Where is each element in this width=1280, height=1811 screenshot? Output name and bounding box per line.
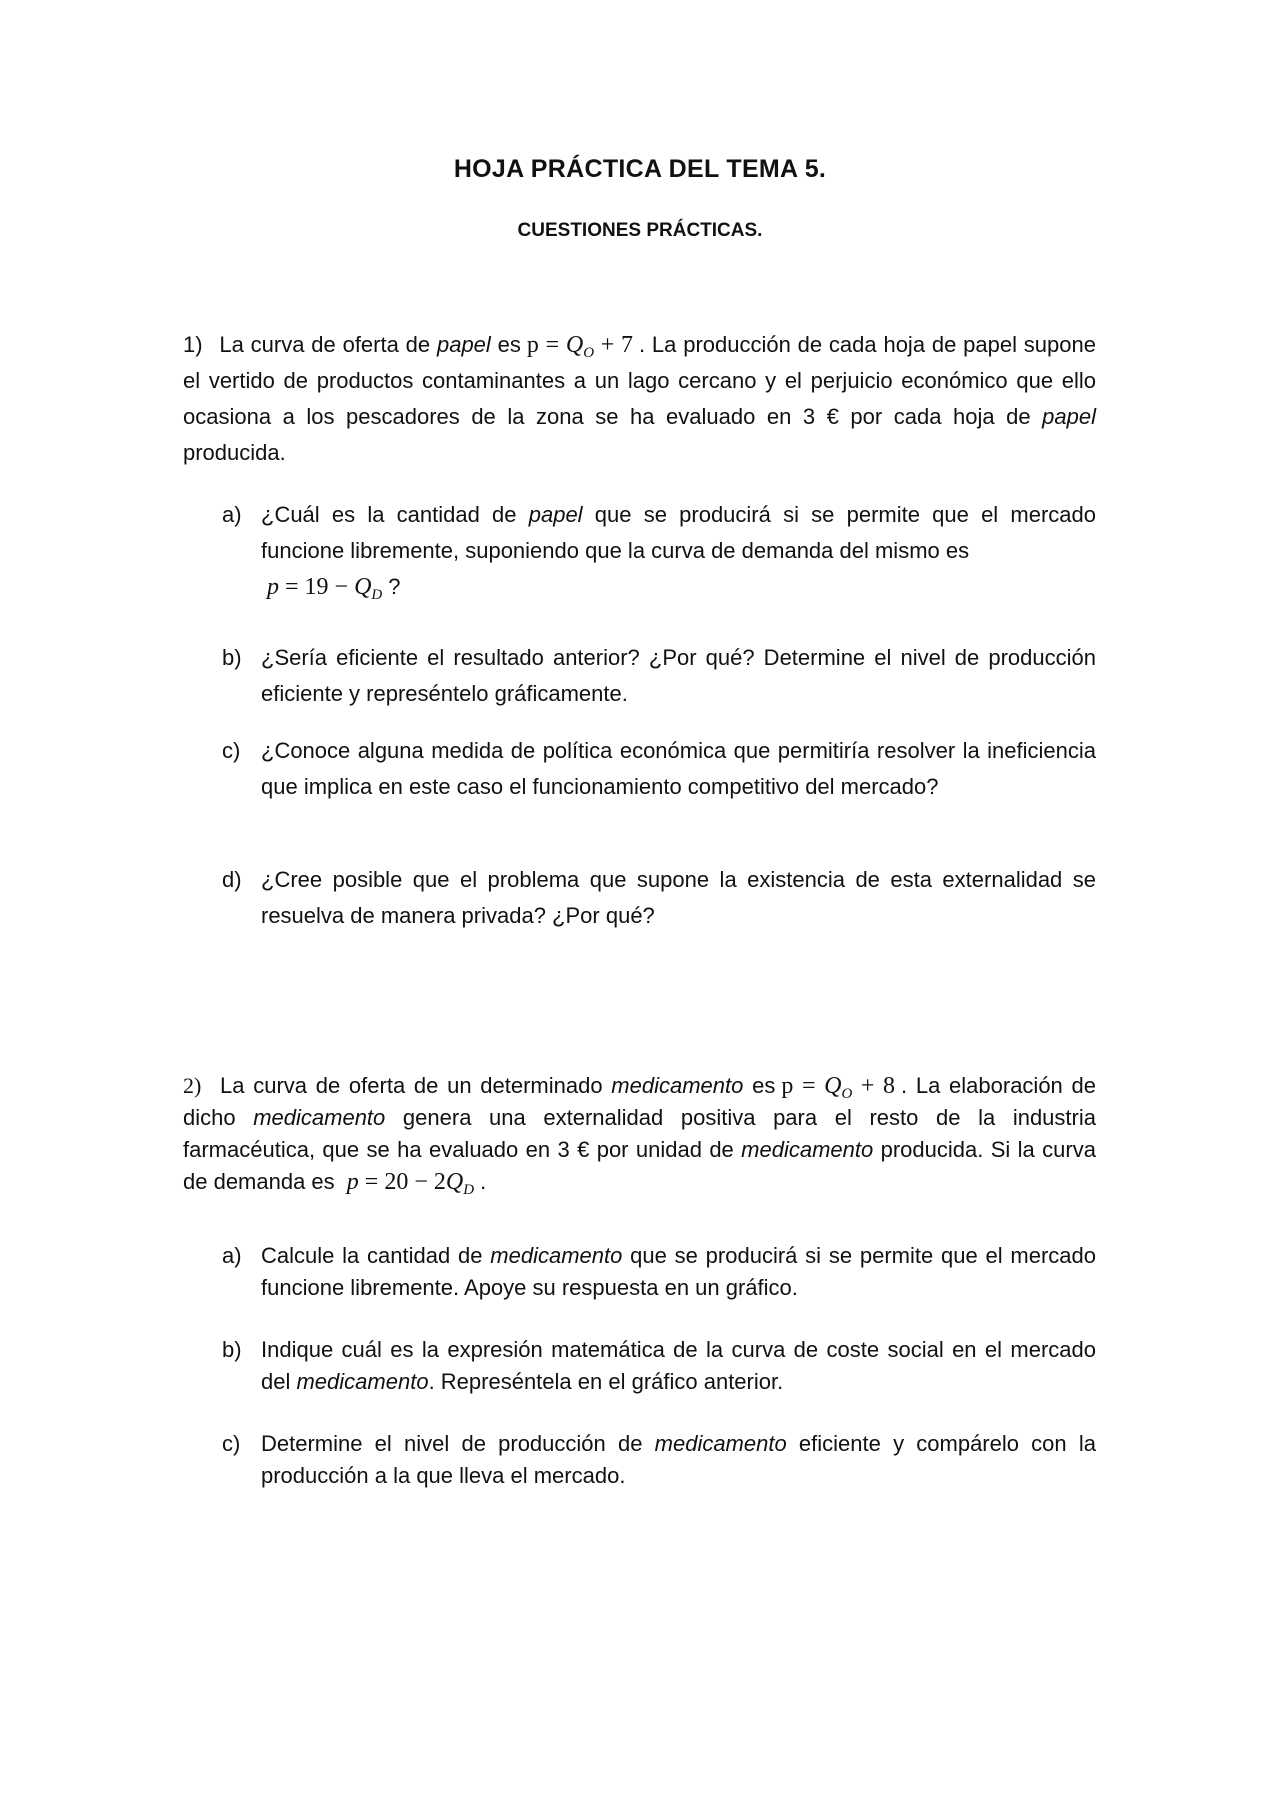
question-2-text-5: producida. Si la curva de demanda es xyxy=(183,1137,1096,1194)
question-2-medicamento-2: medicamento xyxy=(253,1105,386,1130)
eq2-q: Q xyxy=(824,1073,842,1099)
item2-label-a: a) xyxy=(222,1243,242,1268)
item-label-b: b) xyxy=(222,645,242,670)
question-2-item-c xyxy=(222,1428,1096,1492)
item-label-c: c) xyxy=(222,738,241,763)
eq-equals: = xyxy=(538,332,566,358)
eq-sub-o: O xyxy=(583,345,595,361)
item-label-a: a) xyxy=(222,502,242,527)
item-c-text: ¿Conoce alguna medida de política económica que permitiría resolver la ineficiencia que implica en este caso el funcionamiento competitivo del mercado? xyxy=(261,738,1096,799)
eq2-tail: + 8 xyxy=(852,1073,896,1099)
deq2-mid: = 20 − 2 xyxy=(358,1169,446,1195)
item2-a-text-1: Calcule la cantidad de xyxy=(261,1243,483,1268)
demand-equation-1 xyxy=(267,574,383,603)
item2-b-text-1: Indique cuál es la expresión matemática de la curva de coste social en el mercado del xyxy=(261,1337,1096,1394)
question-1-text-1: La curva de oferta de xyxy=(219,332,431,357)
question-2-medicamento: medicamento xyxy=(611,1073,744,1098)
question-2-item-a xyxy=(222,1240,1096,1304)
deq-p: p xyxy=(267,574,279,600)
question-2-medicamento-3: medicamento xyxy=(741,1137,874,1162)
item-a-text-3: ? xyxy=(388,574,401,599)
page-title: HOJA PRÁCTICA DEL TEMA 5. xyxy=(453,155,827,183)
question-1-papel: papel xyxy=(436,332,491,357)
item2-b-text-2: . Represéntela en el gráfico anterior. xyxy=(428,1369,784,1394)
item2-label-c: c) xyxy=(222,1431,241,1456)
question-2-text-4: genera una externalidad positiva para el resto de la industria farmacéutica, que se ha evaluado en 3 € por unidad de xyxy=(183,1105,1096,1162)
deq-mid: = 19 − xyxy=(279,574,355,600)
page-subtitle: CUESTIONES PRÁCTICAS. xyxy=(517,220,763,241)
item-b-text: ¿Sería eficiente el resultado anterior? ¿Por qué? Determine el nivel de producción eficiente y represéntelo gráficamente. xyxy=(261,645,1096,706)
deq2-q: Q xyxy=(445,1169,464,1195)
eq2-sub-o: O xyxy=(841,1086,853,1102)
question-1-text-2: es xyxy=(497,332,521,357)
question-1-item-b xyxy=(222,640,1096,712)
deq-q: Q xyxy=(354,574,372,600)
question-1 xyxy=(183,327,1096,471)
item2-c-text-1: Determine el nivel de producción de xyxy=(261,1431,643,1456)
item-label-d: d) xyxy=(222,867,242,892)
question-2 xyxy=(183,1070,1096,1198)
question-1-number: 1) xyxy=(183,332,203,357)
question-2-item-b xyxy=(222,1334,1096,1398)
eq-tail: + 7 xyxy=(594,332,633,358)
question-2-text-2: es xyxy=(752,1073,776,1098)
question-1-text-3: . La producción de cada hoja de papel supone el vertido de productos contaminantes a un lago cercano y el perjuicio económico que ello ocasiona a los pescadores de la zona se ha evaluado en 3 € por cada hoja de xyxy=(183,332,1096,429)
deq-sub-d: D xyxy=(371,587,383,603)
demand-equation-2 xyxy=(346,1169,475,1198)
question-1-item-d xyxy=(222,862,1096,934)
question-1-item-a xyxy=(222,497,1096,605)
question-2-text-1: La curva de oferta de un determinado xyxy=(220,1073,603,1098)
item-a-text-1: ¿Cuál es la cantidad de xyxy=(261,502,517,527)
item-a-papel: papel xyxy=(528,502,583,527)
deq2-sub-d: D xyxy=(463,1182,475,1198)
item-d-text: ¿Cree posible que el problema que supone la existencia de esta externalidad se resuelva de manera privada? ¿Por qué? xyxy=(261,867,1096,928)
question-1-text-4: producida. xyxy=(183,440,286,465)
question-1-item-c xyxy=(222,733,1096,805)
eq-p: p xyxy=(526,332,539,358)
item2-a-medicamento: medicamento xyxy=(490,1243,623,1268)
question-2-text-6: . xyxy=(480,1169,487,1194)
question-2-text-3: . La elaboración de dicho xyxy=(183,1073,1096,1130)
item2-c-medicamento: medicamento xyxy=(654,1431,787,1456)
eq2-equals: = xyxy=(793,1073,825,1099)
eq-q: Q xyxy=(565,332,584,358)
question-2-number: 2) xyxy=(183,1073,202,1098)
item2-label-b: b) xyxy=(222,1337,242,1362)
supply-equation-2 xyxy=(781,1073,896,1102)
question-1-papel-2: papel xyxy=(1042,404,1096,429)
eq2-p: p xyxy=(781,1073,794,1099)
item-a-text-2: que se producirá si se permite que el mercado funcione libremente, suponiendo que la curva de demanda del mismo es xyxy=(261,502,1096,563)
item2-b-medicamento: medicamento xyxy=(296,1369,429,1394)
item2-a-text-2: que se producirá si se permite que el mercado funcione libremente. Apoye su respuesta en un gráfico. xyxy=(261,1243,1096,1300)
supply-equation-1 xyxy=(526,332,633,361)
deq2-p: p xyxy=(346,1169,359,1195)
item2-c-text-2: eficiente y compárelo con la producción a la que lleva el mercado. xyxy=(261,1431,1096,1488)
